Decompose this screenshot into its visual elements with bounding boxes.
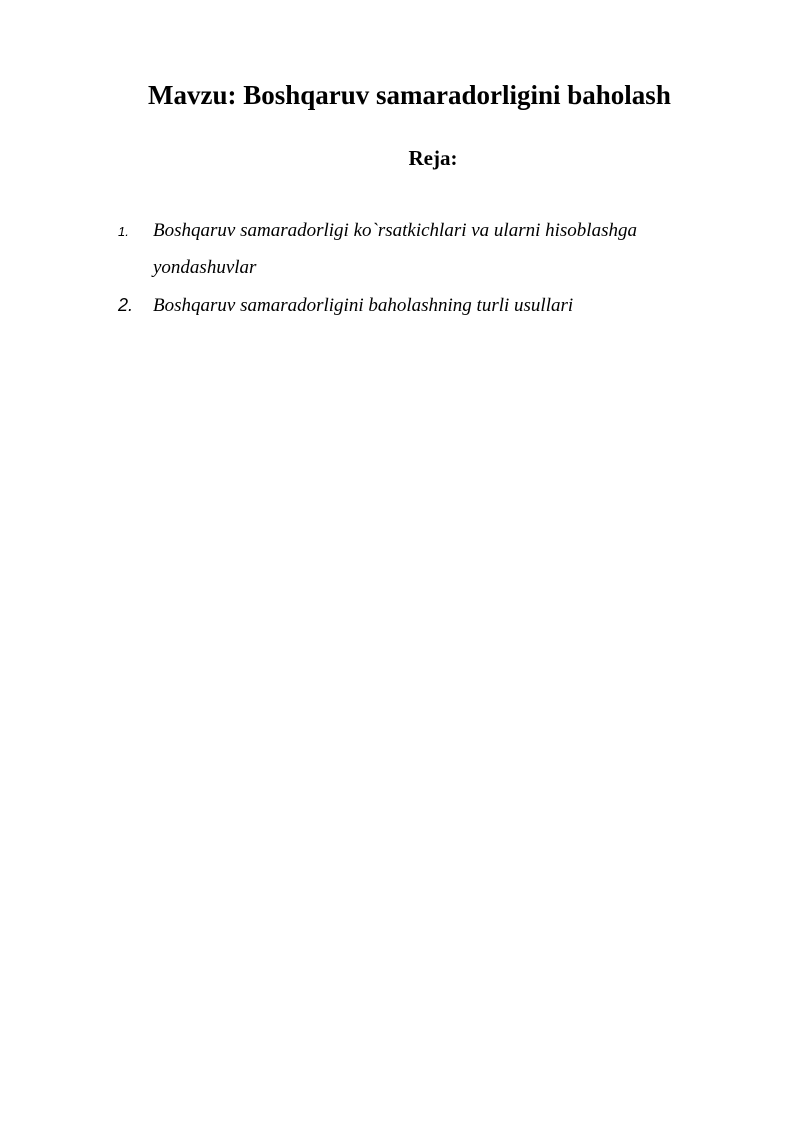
list-item-number: 1. [118, 224, 129, 239]
plan-heading: Reja: [408, 146, 458, 170]
list-item-text-continuation: yondashuvlar [153, 257, 257, 278]
page-title: Mavzu: Boshqaruv samaradorligini baholash [148, 80, 671, 110]
list-item-number: 2. [118, 295, 134, 315]
list-item-text: Boshqaruv samaradorligini baholashning turli usullari [153, 295, 574, 316]
list-item-text: Boshqaruv samaradorligi ko`rsatkichlari va ularni hisoblashga [153, 220, 637, 241]
